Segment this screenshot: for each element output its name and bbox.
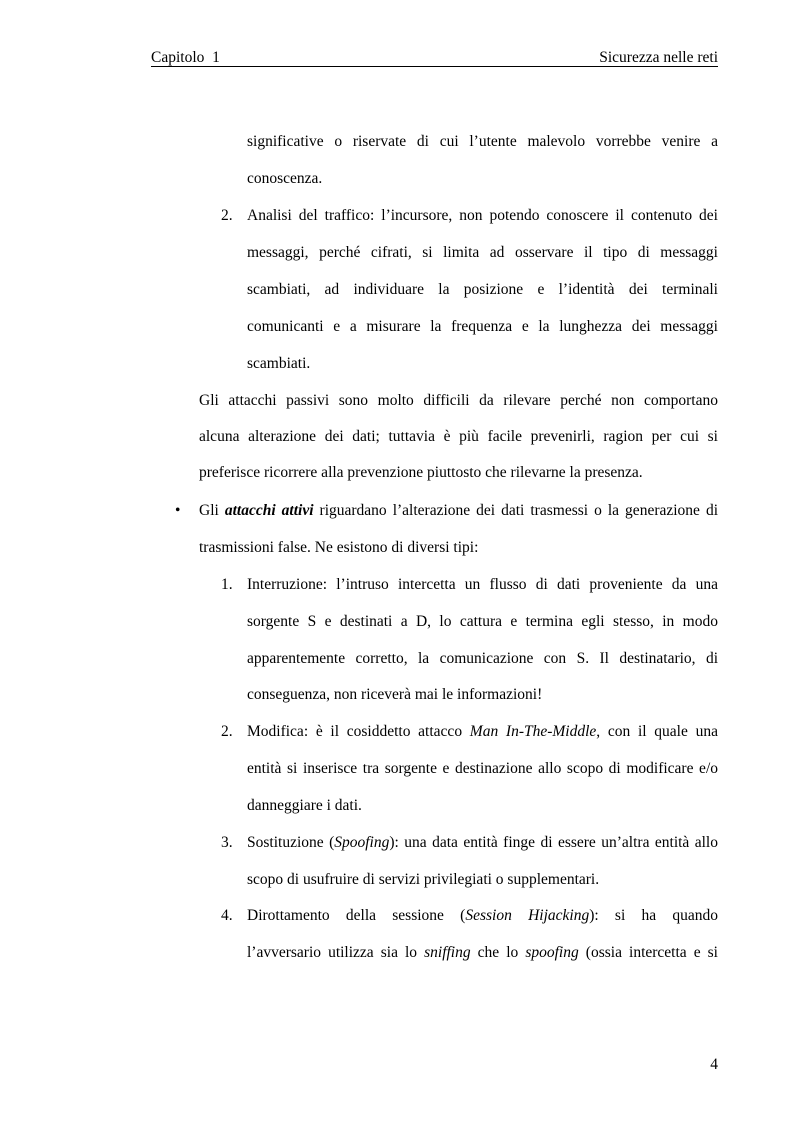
paragraph-line: trasmissioni false. Ne esistono di diversi tipi: bbox=[199, 539, 479, 556]
section-title: Sicurezza nelle reti bbox=[599, 49, 718, 66]
chapter-label: Capitolo 1 bbox=[151, 49, 220, 66]
list-item-line bbox=[247, 833, 718, 853]
page-number: 4 bbox=[710, 1056, 718, 1073]
italic-term: spoofing bbox=[525, 944, 579, 961]
list-number: 2. bbox=[221, 723, 233, 740]
italic-term: Session Hijacking bbox=[465, 907, 590, 924]
bullet-point: • bbox=[175, 502, 181, 519]
italic-term: sniffing bbox=[424, 944, 471, 961]
paragraph-line: alcuna alterazione dei dati; tuttavia è più facile prevenirli, ragion per cui si bbox=[199, 428, 718, 445]
list-item-line: Analisi del traffico: l’incursore, non potendo conoscere il contenuto dei bbox=[247, 207, 718, 224]
text-run: Gli bbox=[199, 502, 225, 519]
text-run: Sostituzione ( bbox=[247, 834, 335, 851]
list-item-line bbox=[247, 722, 718, 742]
text-run: riguardano l’alterazione dei dati trasmessi o la generazione di bbox=[313, 502, 718, 519]
list-number: 2. bbox=[221, 207, 233, 224]
text-run: ): una data entità finge di essere un’altra entità allo bbox=[389, 834, 718, 851]
text-run: ): si ha quando bbox=[589, 907, 718, 924]
paragraph-line bbox=[199, 501, 718, 521]
continuation-line: significative o riservate di cui l’utente malevolo vorrebbe venire a bbox=[247, 133, 718, 150]
list-item-line: conseguenza, non riceverà mai le informazioni! bbox=[247, 686, 543, 703]
list-item-line: scambiati, ad individuare la posizione e l’identità dei terminali bbox=[247, 281, 718, 298]
list-item-line: messaggi, perché cifrati, si limita ad osservare il tipo di messaggi bbox=[247, 244, 718, 261]
list-item-line bbox=[247, 943, 718, 963]
italic-term: Spoofing bbox=[334, 834, 390, 851]
paragraph-line: Gli attacchi passivi sono molto difficili da rilevare perché non comportano bbox=[199, 392, 718, 409]
list-number: 3. bbox=[221, 834, 233, 851]
list-item-line: danneggiare i dati. bbox=[247, 797, 362, 814]
paragraph-line: preferisce ricorrere alla prevenzione piuttosto che rilevarne la presenza. bbox=[199, 464, 643, 481]
text-run: (ossia intercetta e si bbox=[578, 944, 718, 961]
list-item-line: scopo di usufruire di servizi privilegiati o supplementari. bbox=[247, 871, 600, 888]
list-item-line: entità si inserisce tra sorgente e destinazione allo scopo di modificare e/o bbox=[247, 760, 718, 777]
emphasized-term: attacchi attivi bbox=[224, 502, 314, 519]
list-item-line: Interruzione: l’intruso intercetta un flusso di dati proveniente da una bbox=[247, 576, 718, 593]
list-item-line bbox=[247, 906, 718, 926]
text-run: l’avversario utilizza sia lo bbox=[247, 944, 425, 961]
list-number: 1. bbox=[221, 576, 233, 593]
list-item-line: sorgente S e destinati a D, lo cattura e termina egli stesso, in modo bbox=[247, 613, 718, 630]
text-run: Modifica: è il cosiddetto attacco bbox=[247, 723, 470, 740]
text-run: Dirottamento della sessione ( bbox=[247, 907, 466, 924]
text-run: che lo bbox=[470, 944, 526, 961]
italic-term: Man In-The-Middle bbox=[469, 723, 597, 740]
list-item-line: apparentemente corretto, la comunicazione con S. Il destinatario, di bbox=[247, 650, 718, 667]
list-number: 4. bbox=[221, 907, 233, 924]
list-item-line: comunicanti e a misurare la frequenza e la lunghezza dei messaggi bbox=[247, 318, 718, 335]
list-item-line: scambiati. bbox=[247, 355, 311, 372]
continuation-line: conoscenza. bbox=[247, 170, 323, 187]
text-run: , con il quale una bbox=[596, 723, 718, 740]
